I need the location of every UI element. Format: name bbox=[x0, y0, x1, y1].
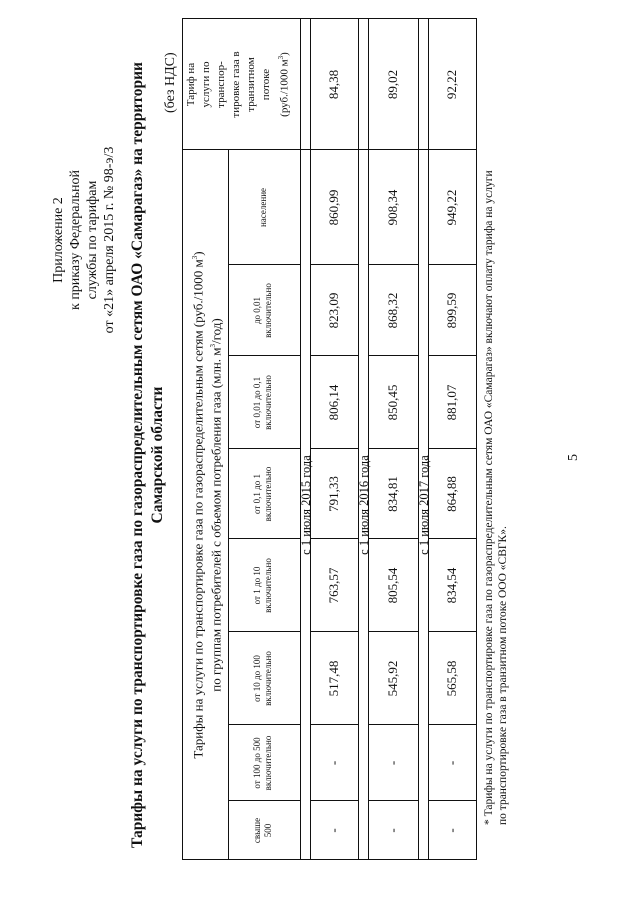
document-title-region: Самарской области bbox=[149, 386, 166, 524]
vat-note: (без НДС) bbox=[163, 52, 178, 113]
order-ref: к приказу Федеральной bbox=[68, 170, 83, 310]
table-cell: 823,09 bbox=[326, 292, 341, 329]
table-cell: 908,34 bbox=[385, 189, 400, 226]
table-border-top bbox=[182, 18, 183, 860]
table-cell: - bbox=[385, 760, 400, 766]
footnote-line2: по транспортировке газа в транзитном потоке ООО «СВГК». bbox=[497, 526, 509, 825]
service-ref: службы по тарифам bbox=[85, 180, 100, 300]
footnote-line1: * Тарифы на услуги по транспортировке газа по газораспределительным сетям ОАО «Самарагаз» включают оплату тарифа на услуги bbox=[483, 170, 495, 825]
col-header-1-10: от 1 до 10 включительно bbox=[252, 558, 273, 613]
appendix-label: Приложение 2 bbox=[51, 197, 66, 283]
table-cell: - bbox=[326, 760, 341, 766]
document-title: Тарифы на услуги по транспортировке газа по газораспределительным сетям ОАО «Самарагаз» на территории bbox=[129, 62, 146, 848]
col-header-over-500: свыше 500 bbox=[252, 817, 273, 844]
col-header-10-100: от 10 до 100 включительно bbox=[252, 651, 273, 706]
table-cell: 517,48 bbox=[326, 660, 341, 697]
table-cell: 806,14 bbox=[326, 384, 341, 421]
group-header: Тарифы на услуги по транспортировке газа по газораспределительным сетям (руб./1000 $м^3$) bbox=[190, 251, 206, 759]
col-header-01-1: от 0,1 до 1 включительно bbox=[252, 466, 273, 522]
table-cell: 763,57 bbox=[326, 567, 341, 604]
table-cell: - bbox=[444, 760, 459, 766]
table-border-bottom bbox=[476, 18, 477, 860]
table-cell: 864,88 bbox=[444, 476, 459, 512]
section-label-2016: с 1 июля 2016 года bbox=[357, 455, 371, 555]
col-header-upto-001: до 0,01 включительно bbox=[252, 283, 273, 338]
table-cell: 791,33 bbox=[326, 476, 341, 512]
table-cell: - bbox=[444, 828, 459, 833]
col-header-001-01: от 0,01 до 0,1 включительно bbox=[252, 375, 273, 430]
table-cell: 565,58 bbox=[444, 660, 459, 697]
col-header-100-500: от 100 до 500 включительно bbox=[252, 735, 273, 791]
table-cell: 92,22 bbox=[444, 69, 459, 100]
table-cell: 545,92 bbox=[385, 660, 400, 697]
group-header-divider bbox=[228, 150, 229, 860]
table-cell: 860,99 bbox=[326, 189, 341, 226]
table-cell: 899,59 bbox=[444, 292, 459, 329]
transit-header: Тариф на услуги по транспор- тировке газа в транзитном потоке (руб./1000 $м^3$) bbox=[185, 51, 291, 118]
table-cell: - bbox=[326, 828, 341, 833]
table-cell: 881,07 bbox=[444, 384, 459, 421]
col-header-population: население bbox=[258, 187, 268, 228]
table-cell: 834,54 bbox=[444, 567, 459, 604]
table-cell: 834,81 bbox=[385, 476, 400, 512]
table-cell: 850,45 bbox=[385, 384, 400, 421]
table-cell: 84,38 bbox=[326, 69, 341, 100]
group-header-sub: по группам потребителей с объемом потребления газа (млн. $м^3/год$) bbox=[208, 318, 224, 692]
page-number: 5 bbox=[566, 454, 581, 461]
section-label-2015: с 1 июля 2015 года bbox=[299, 455, 313, 555]
order-date: от «21» апреля 2015 г. № 98-э/3 bbox=[102, 146, 117, 334]
table-cell: 868,32 bbox=[385, 292, 400, 329]
table-cell: 89,02 bbox=[385, 69, 400, 100]
table-cell: 949,22 bbox=[444, 189, 459, 226]
table-cell: - bbox=[385, 828, 400, 833]
section-label-2017: с 1 июля 2017 года bbox=[417, 455, 431, 555]
table-cell: 805,54 bbox=[385, 567, 400, 604]
